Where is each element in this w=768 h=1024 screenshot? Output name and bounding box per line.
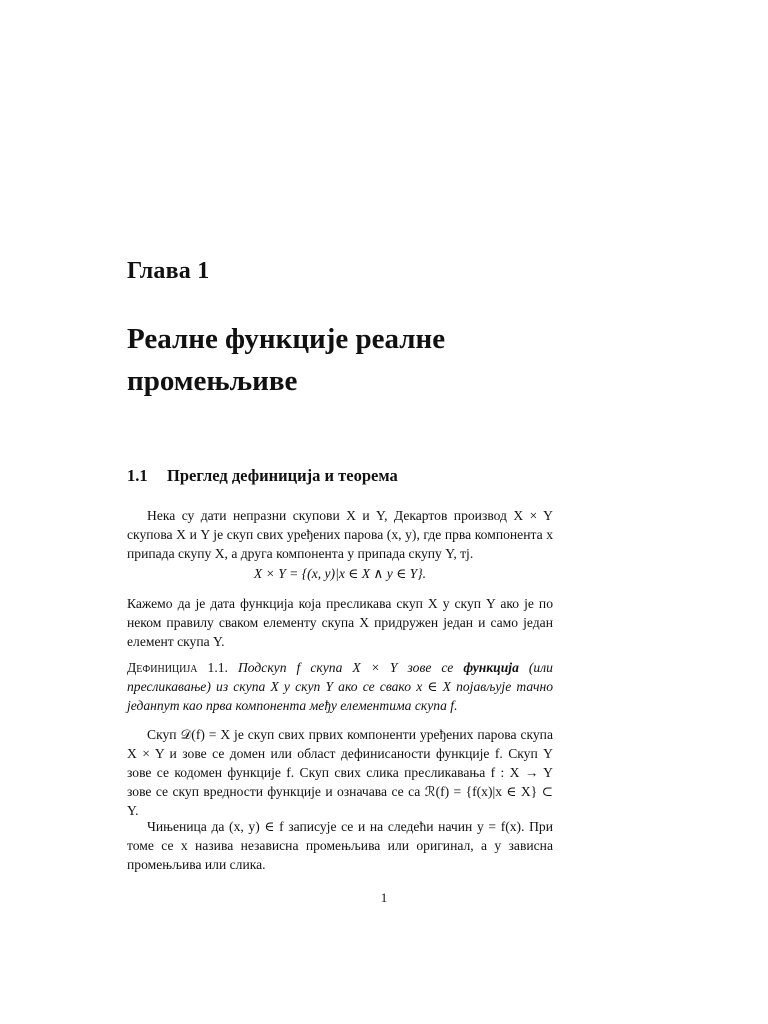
- definition-number: 1.1.: [207, 660, 228, 675]
- paragraph-domain-codomain: Скуп 𝒟(f) = X је скуп свих првих компоненти уређених парова скупа X × Y и зове се домен или област дефинисаности функције f. Скуп Y зове се кодомен функције f. Скуп свих слика пресликавања f : X → Y зове се скуп вредности функције и означава се са ℛ(f) = {f(x)|x ∈ X} ⊂ Y.: [127, 727, 553, 818]
- chapter-title: Реалне функције реалне промењљиве: [127, 323, 446, 397]
- definition-text-after: (или пресликавање) из скупа X у скуп Y ако се свако x ∈ X појављује тачно једанпут као прва компонента међу елементима скупа f.: [127, 660, 553, 713]
- definition-term: функција: [463, 660, 519, 675]
- paragraph-function-intro: Кажемо да је дата функција која пресликава скуп X у скуп Y ако је по неком правилу сваком елементу скупа X придружен један и само један елемент скупа Y.: [127, 596, 553, 649]
- definition-block: [127, 658, 553, 715]
- formula-cartesian-product: X × Y = {(x, y)|x ∈ X ∧ y ∈ Y}.: [253, 566, 427, 581]
- section-title: Преглед дефиниција и теорема: [167, 466, 398, 485]
- page-number: 1: [380, 890, 388, 905]
- chapter-label: Глава 1: [127, 258, 210, 284]
- paragraph-notation: Чињеница да (x, y) ∈ f записује се и на следећи начин y = f(x). При томе се x назива независна промењљива или оригинал, а y зависна промењљива или слика.: [127, 819, 553, 872]
- section-heading: [127, 466, 398, 486]
- definition-text-before: Подскуп f скупа X × Y зове се: [237, 660, 454, 675]
- definition-label: Дефиниција: [127, 660, 198, 675]
- paragraph-cartesian-product: Нека су дати непразни скупови X и Y, Декартов производ X × Y скупова X и Y је скуп свих уређених парова (x, y), где прва компонента x припада скупу X, а друга компонента y припада скупу Y, тј.: [127, 508, 553, 561]
- section-number: 1.1: [127, 466, 148, 485]
